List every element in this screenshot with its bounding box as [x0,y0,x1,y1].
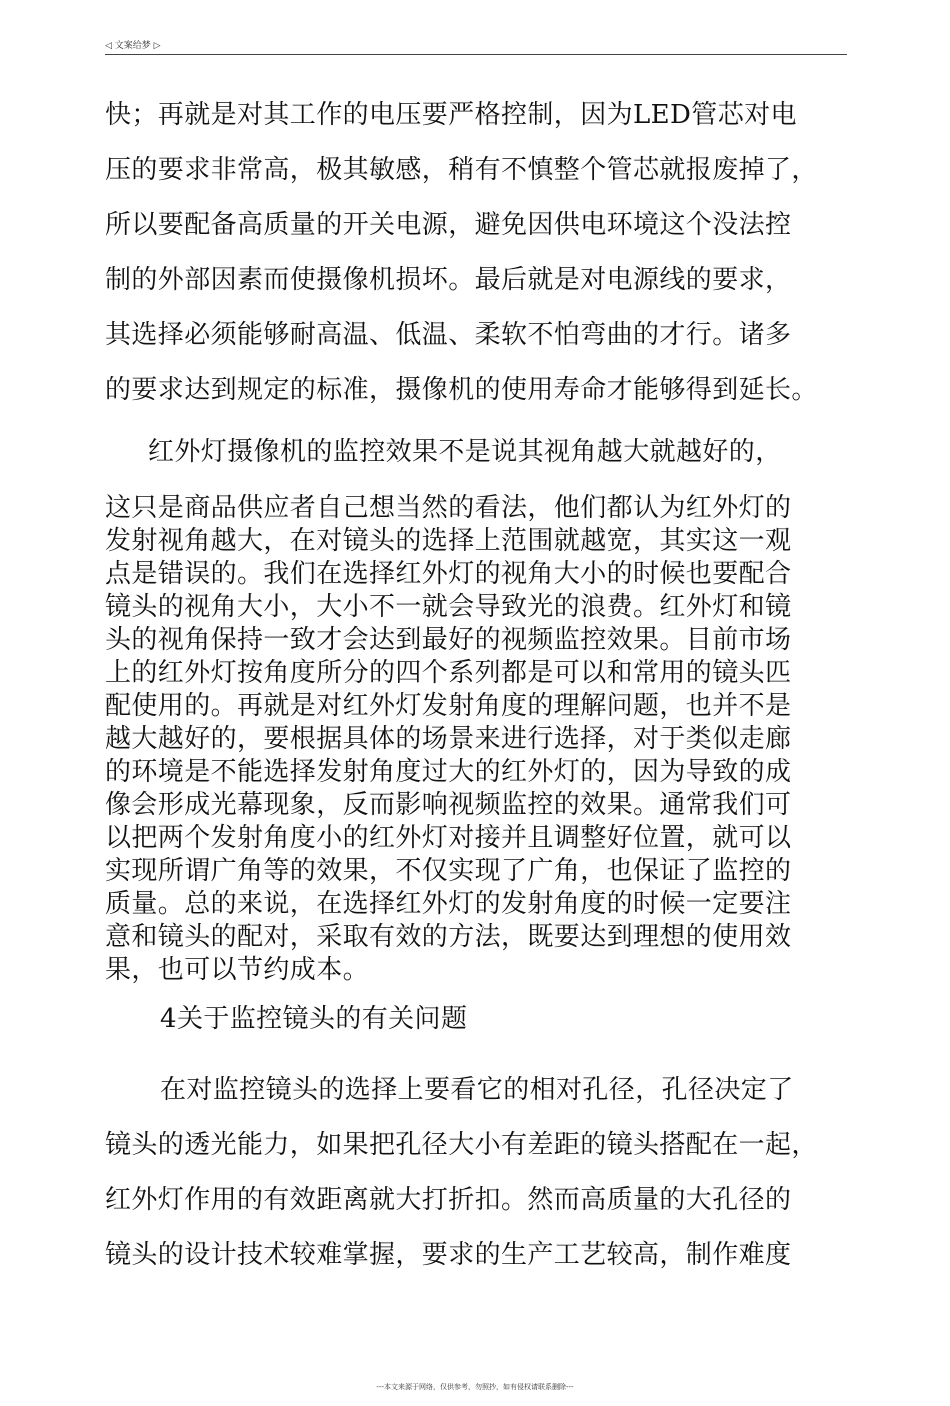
paragraph-line: 压的要求非常高，极其敏感，稍有不慎整个管芯就报废掉了， [105,155,818,185]
paragraph-line: 红外灯摄像机的监控效果不是说其视角越大就越好的， [148,437,782,467]
paragraph-line: 这只是商品供应者自己想当然的看法，他们都认为红外灯的 [105,493,792,523]
paragraph-line: 上的红外灯按角度所分的四个系列都是可以和常用的镜头匹 [105,658,792,688]
paragraph-line: 快；再就是对其工作的电压要严格控制，因为LED管芯对电 [105,100,797,130]
paragraph-line: 意和镜头的配对，采取有效的方法，既要达到理想的使用效 [105,922,792,952]
paragraph-line: 实现所谓广角等的效果，不仅实现了广角，也保证了监控的 [105,856,792,886]
paragraph-line: 配使用的。再就是对红外灯发射角度的理解问题，也并不是 [105,691,792,721]
paragraph-line: 质量。总的来说，在选择红外灯的发射角度的时候一定要注 [105,889,792,919]
paragraph-line: 点是错误的。我们在选择红外灯的视角大小的时候也要配合 [105,559,792,589]
paragraph-line: 果，也可以节约成本。 [105,955,370,985]
page-header: ◁ 文案给梦 ▷ [105,41,161,51]
paragraph-line: 像会形成光幕现象，反而影响视频监控的效果。通常我们可 [105,790,792,820]
paragraph-line: 制的外部因素而使摄像机损坏。最后就是对电源线的要求， [105,265,792,295]
paragraph-line: 的要求达到规定的标准，摄像机的使用寿命才能够得到延长。 [105,375,818,405]
page-footer: ---本文来源于网络，仅供参考，勿照抄，如有侵权请联系删除--- [376,1383,574,1391]
paragraph-line: 在对监控镜头的选择上要看它的相对孔径，孔径决定了 [160,1075,794,1105]
header-divider [105,54,847,55]
paragraph-line: 越大越好的，要根据具体的场景来进行选择，对于类似走廊 [105,724,792,754]
paragraph-line: 其选择必须能够耐高温、低温、柔软不怕弯曲的才行。诸多 [105,320,792,350]
paragraph-line: 的环境是不能选择发射角度过大的红外灯的，因为导致的成 [105,757,792,787]
paragraph-line: 发射视角越大，在对镜头的选择上范围就越宽，其实这一观 [105,526,792,556]
paragraph-line: 头的视角保持一致才会达到最好的视频监控效果。目前市场 [105,625,792,655]
paragraph-line: 镜头的设计技术较难掌握，要求的生产工艺较高，制作难度 [105,1240,792,1270]
section-heading: 4关于监控镜头的有关问题 [160,1004,468,1034]
paragraph-line: 以把两个发射角度小的红外灯对接并且调整好位置，就可以 [105,823,792,853]
paragraph-line: 镜头的视角大小，大小不一就会导致光的浪费。红外灯和镜 [105,592,792,622]
paragraph-line: 所以要配备高质量的开关电源，避免因供电环境这个没法控 [105,210,792,240]
paragraph-line: 镜头的透光能力，如果把孔径大小有差距的镜头搭配在一起， [105,1130,818,1160]
paragraph-line: 红外灯作用的有效距离就大打折扣。然而高质量的大孔径的 [105,1185,792,1215]
